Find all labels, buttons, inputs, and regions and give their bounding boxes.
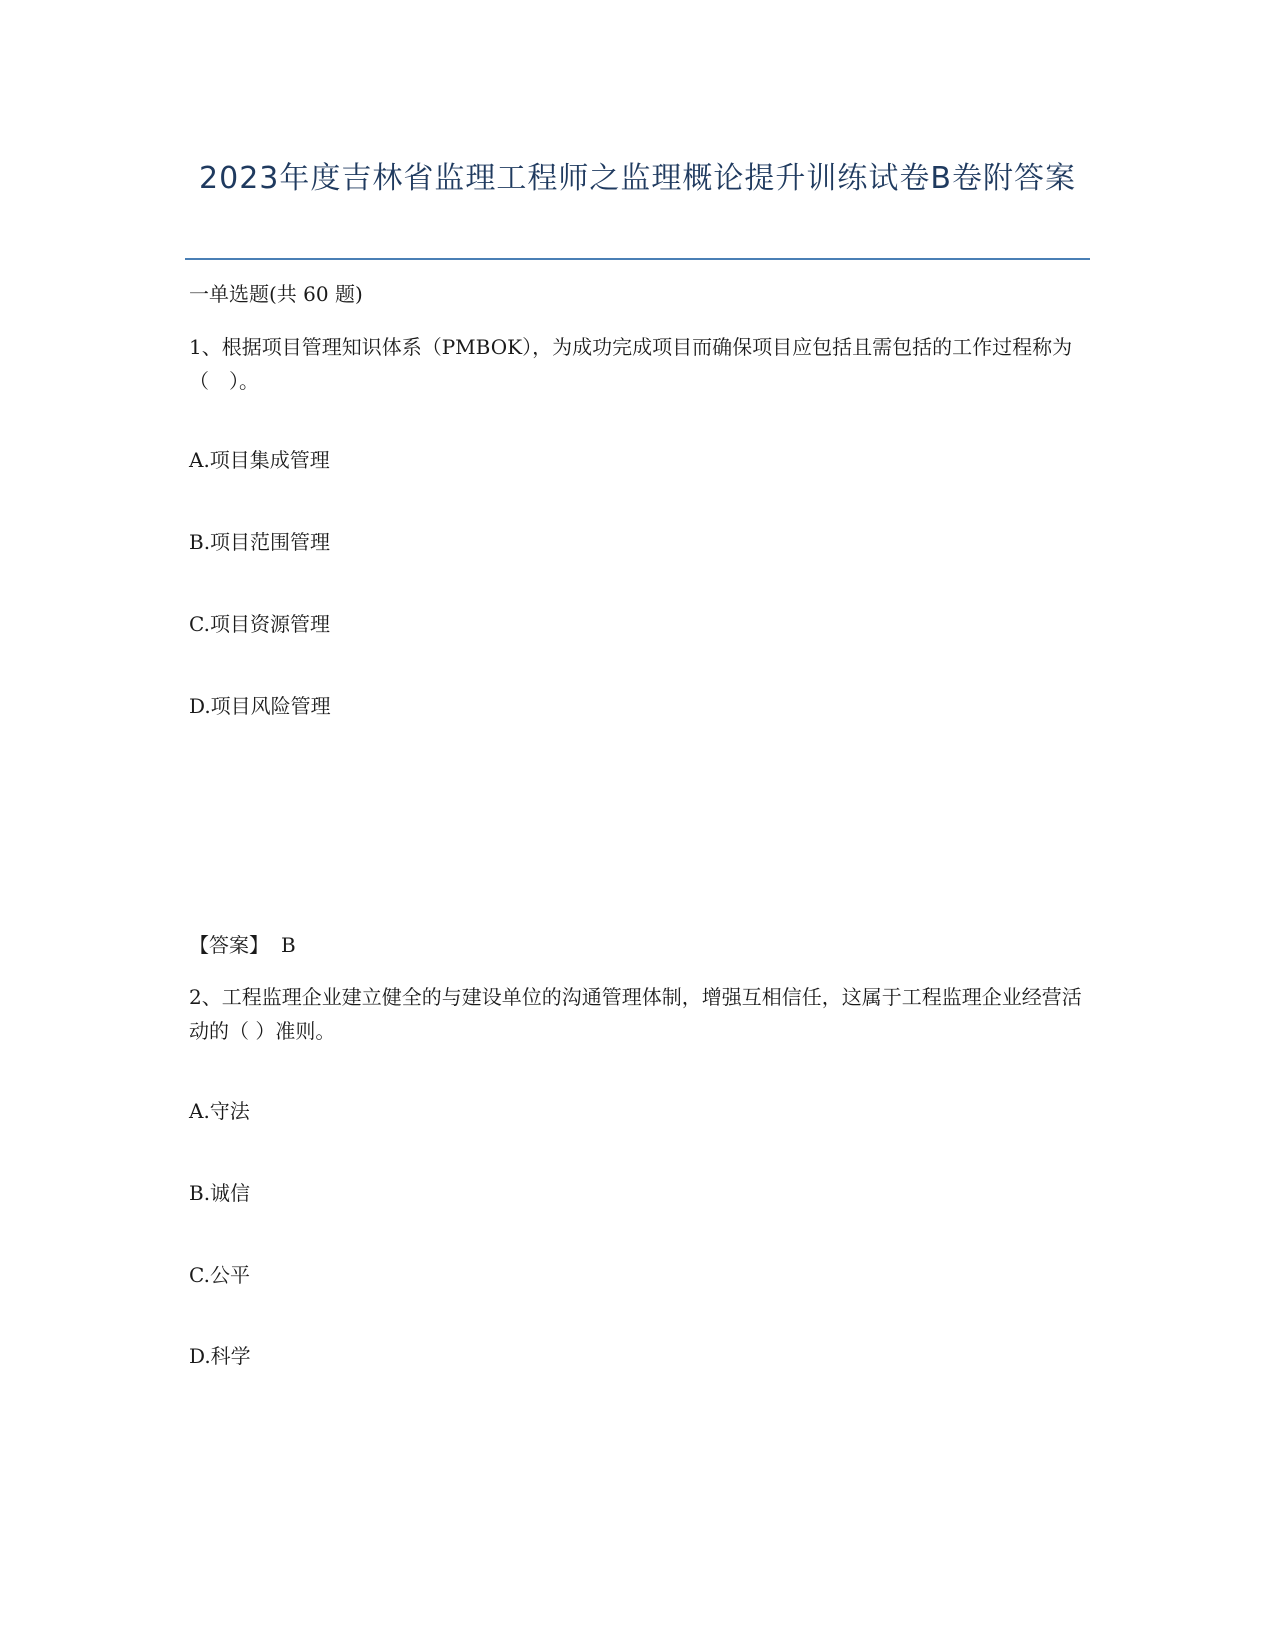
question-2-option-b: B.诚信 bbox=[189, 1181, 251, 1205]
question-1-option-d: D.项目风险管理 bbox=[189, 694, 331, 718]
question-1-option-a: A.项目集成管理 bbox=[189, 448, 330, 472]
question-1-option-b: B.项目范围管理 bbox=[189, 530, 331, 554]
question-2-option-a: A.守法 bbox=[189, 1099, 250, 1123]
answer-value: B bbox=[281, 933, 296, 957]
question-2-text: 2、工程监理企业建立健全的与建设单位的沟通管理体制，增强互相信任，这属于工程监理企业经营活动的（ ）准则。 bbox=[189, 985, 1082, 1043]
question-1-option-c: C.项目资源管理 bbox=[189, 612, 330, 636]
section-heading: 一单选题(共 60 题) bbox=[189, 282, 363, 306]
question-1-answer bbox=[189, 928, 296, 962]
answer-label: 【答案】 bbox=[189, 933, 269, 957]
page-title: 2023年度吉林省监理工程师之监理概论提升训练试卷B卷附答案 bbox=[199, 161, 1076, 196]
title-divider bbox=[185, 258, 1090, 260]
question-2-option-d: D.科学 bbox=[189, 1344, 251, 1368]
question-2-option-c: C.公平 bbox=[189, 1263, 250, 1287]
question-1-text: 1、根据项目管理知识体系（PMBOK），为成功完成项目而确保项目应包括且需包括的工作过程称为（ ）。 bbox=[189, 335, 1073, 393]
